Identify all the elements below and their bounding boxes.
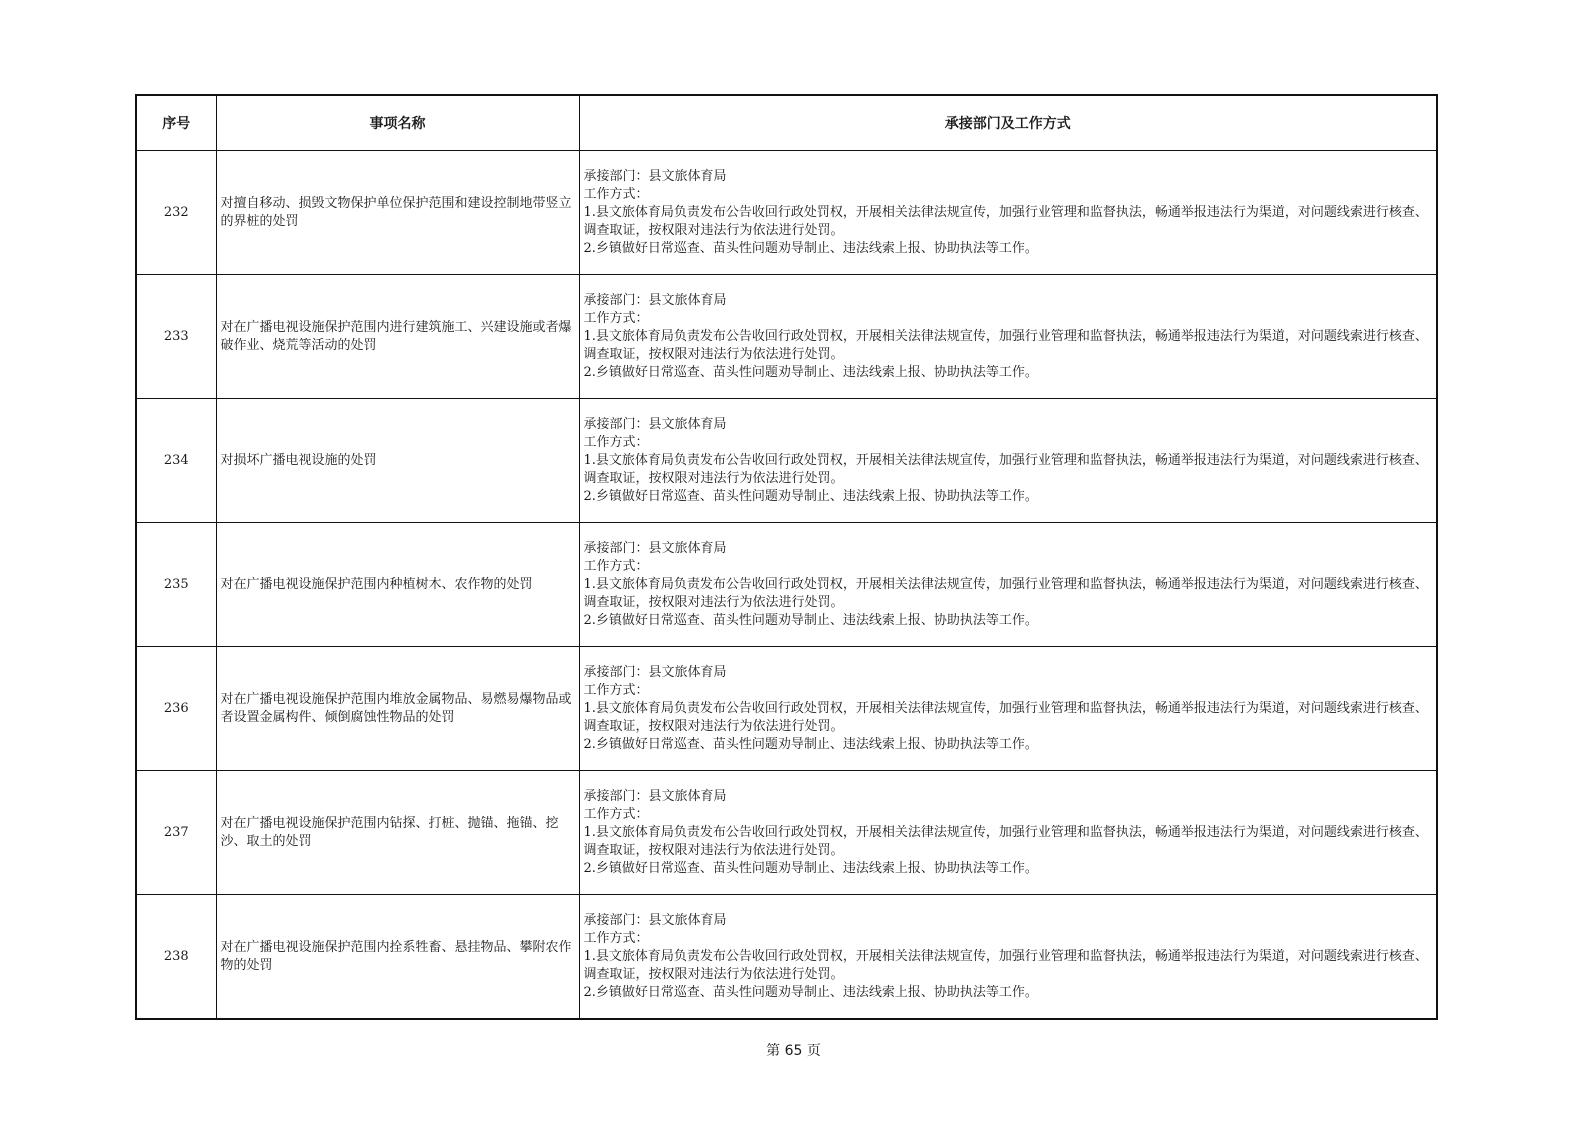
row-dept-method: [579, 523, 1437, 647]
method-step-1: 1.县文旅体育局负责发布公告收回行政处罚权，开展相关法律法规宣传，加强行业管理和监督执法，畅通举报违法行为渠道，对问题线索进行核查、调查取证，按权限对违法行为依法进行处罚。: [583, 452, 1428, 486]
row-seq: 236: [136, 647, 216, 771]
table-row: [136, 895, 1437, 1020]
row-dept-method: [579, 895, 1437, 1020]
dept-line: 承接部门：县文旅体育局: [583, 416, 727, 432]
method-title: 工作方式：: [583, 682, 649, 698]
table-row: [136, 275, 1437, 399]
method-title: 工作方式：: [583, 930, 649, 946]
row-dept-method: [579, 647, 1437, 771]
method-step-2: 2.乡镇做好日常巡查、苗头性问题劝导制止、违法线索上报、协助执法等工作。: [583, 364, 1038, 380]
method-title: 工作方式：: [583, 434, 649, 450]
row-dept-method: [579, 771, 1437, 895]
method-step-1: 1.县文旅体育局负责发布公告收回行政处罚权，开展相关法律法规宣传，加强行业管理和监督执法，畅通举报违法行为渠道，对问题线索进行核查、调查取证，按权限对违法行为依法进行处罚。: [583, 948, 1428, 982]
method-step-2: 2.乡镇做好日常巡查、苗头性问题劝导制止、违法线索上报、协助执法等工作。: [583, 984, 1038, 1000]
table-row: [136, 771, 1437, 895]
row-item-name: 对损坏广播电视设施的处罚: [216, 399, 579, 523]
method-step-1: 1.县文旅体育局负责发布公告收回行政处罚权，开展相关法律法规宣传，加强行业管理和监督执法，畅通举报违法行为渠道，对问题线索进行核查、调查取证，按权限对违法行为依法进行处罚。: [583, 204, 1428, 238]
method-title: 工作方式：: [583, 186, 649, 202]
method-step-1: 1.县文旅体育局负责发布公告收回行政处罚权，开展相关法律法规宣传，加强行业管理和监督执法，畅通举报违法行为渠道，对问题线索进行核查、调查取证，按权限对违法行为依法进行处罚。: [583, 700, 1428, 734]
row-seq: 235: [136, 523, 216, 647]
dept-line: 承接部门：县文旅体育局: [583, 168, 727, 184]
row-seq: 237: [136, 771, 216, 895]
header-dept-method: 承接部门及工作方式: [579, 95, 1437, 151]
row-seq: 238: [136, 895, 216, 1020]
matters-table: [135, 94, 1438, 1020]
row-item-name: 对在广播电视设施保护范围内堆放金属物品、易燃易爆物品或者设置金属构件、倾倒腐蚀性物品的处罚: [216, 647, 579, 771]
dept-line: 承接部门：县文旅体育局: [583, 912, 727, 928]
dept-line: 承接部门：县文旅体育局: [583, 664, 727, 680]
table-header-row: [136, 95, 1437, 151]
row-item-name: 对在广播电视设施保护范围内种植树木、农作物的处罚: [216, 523, 579, 647]
method-step-2: 2.乡镇做好日常巡查、苗头性问题劝导制止、违法线索上报、协助执法等工作。: [583, 860, 1038, 876]
row-dept-method: [579, 151, 1437, 275]
row-item-name: 对在广播电视设施保护范围内拴系牲畜、悬挂物品、攀附农作物的处罚: [216, 895, 579, 1020]
row-seq: 234: [136, 399, 216, 523]
header-seq: 序号: [136, 95, 216, 151]
dept-line: 承接部门：县文旅体育局: [583, 292, 727, 308]
method-step-1: 1.县文旅体育局负责发布公告收回行政处罚权，开展相关法律法规宣传，加强行业管理和监督执法，畅通举报违法行为渠道，对问题线索进行核查、调查取证，按权限对违法行为依法进行处罚。: [583, 576, 1428, 610]
table-row: [136, 399, 1437, 523]
row-item-name: 对在广播电视设施保护范围内钻探、打桩、抛锚、拖锚、挖沙、取土的处罚: [216, 771, 579, 895]
row-dept-method: [579, 275, 1437, 399]
row-item-name: 对擅自移动、损毁文物保护单位保护范围和建设控制地带竖立的界桩的处罚: [216, 151, 579, 275]
method-step-2: 2.乡镇做好日常巡查、苗头性问题劝导制止、违法线索上报、协助执法等工作。: [583, 488, 1038, 504]
table-row: [136, 151, 1437, 275]
method-title: 工作方式：: [583, 310, 649, 326]
row-seq: 232: [136, 151, 216, 275]
row-dept-method: [579, 399, 1437, 523]
table-row: [136, 647, 1437, 771]
row-seq: 233: [136, 275, 216, 399]
method-step-2: 2.乡镇做好日常巡查、苗头性问题劝导制止、违法线索上报、协助执法等工作。: [583, 612, 1038, 628]
method-step-2: 2.乡镇做好日常巡查、苗头性问题劝导制止、违法线索上报、协助执法等工作。: [583, 736, 1038, 752]
table-row: [136, 523, 1437, 647]
row-item-name: 对在广播电视设施保护范围内进行建筑施工、兴建设施或者爆破作业、烧荒等活动的处罚: [216, 275, 579, 399]
method-step-1: 1.县文旅体育局负责发布公告收回行政处罚权，开展相关法律法规宣传，加强行业管理和监督执法，畅通举报违法行为渠道，对问题线索进行核查、调查取证，按权限对违法行为依法进行处罚。: [583, 328, 1428, 362]
method-title: 工作方式：: [583, 806, 649, 822]
dept-line: 承接部门：县文旅体育局: [583, 540, 727, 556]
method-step-2: 2.乡镇做好日常巡查、苗头性问题劝导制止、违法线索上报、协助执法等工作。: [583, 240, 1038, 256]
table-body: [136, 151, 1437, 1020]
method-step-1: 1.县文旅体育局负责发布公告收回行政处罚权，开展相关法律法规宣传，加强行业管理和监督执法，畅通举报违法行为渠道，对问题线索进行核查、调查取证，按权限对违法行为依法进行处罚。: [583, 824, 1428, 858]
page-number: 第 65 页: [766, 1043, 821, 1059]
dept-line: 承接部门：县文旅体育局: [583, 788, 727, 804]
header-item-name: 事项名称: [216, 95, 579, 151]
method-title: 工作方式：: [583, 558, 649, 574]
